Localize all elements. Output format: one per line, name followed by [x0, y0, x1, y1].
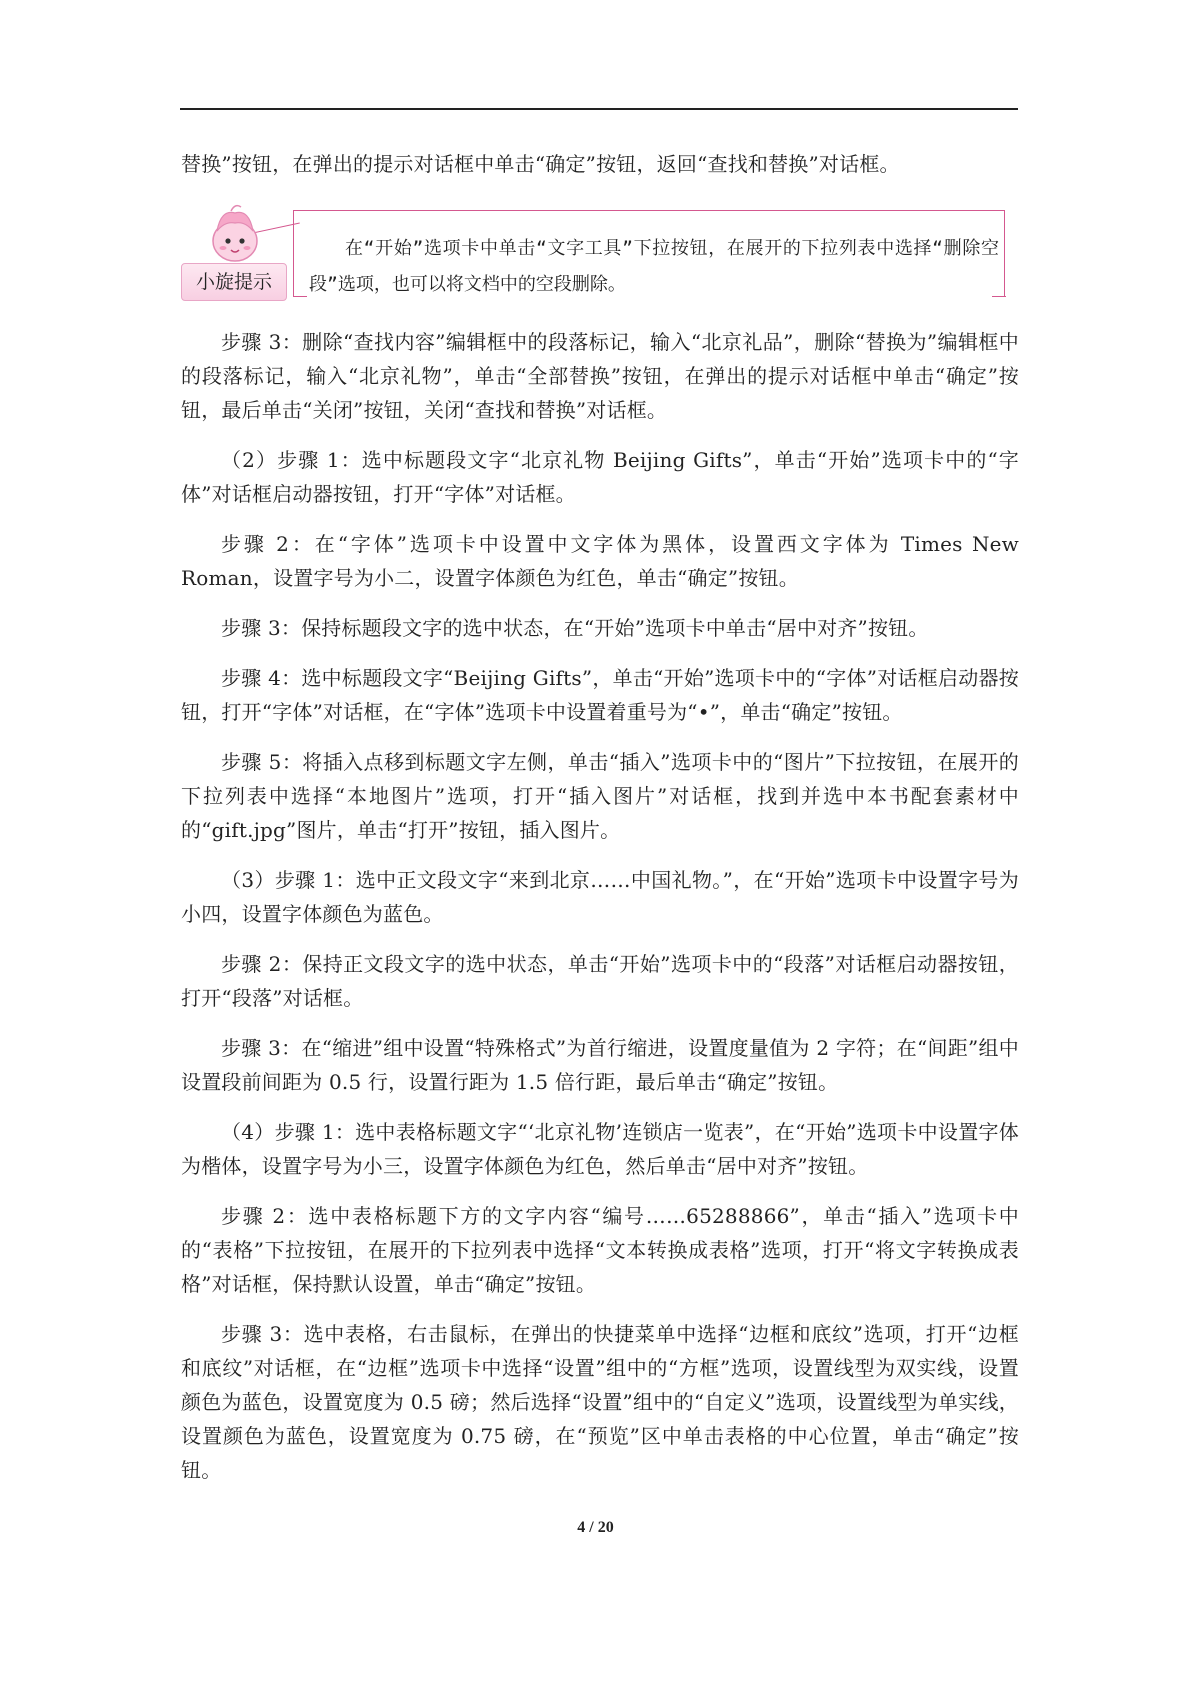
tip-box	[181, 207, 1019, 303]
paragraph: 替换”按钮，在弹出的提示对话框中单击“确定”按钮，返回“查找和替换”对话框。	[181, 152, 900, 176]
mascot-icon	[201, 201, 269, 269]
page-number: 4 / 20	[577, 1519, 614, 1536]
tip-text: 在“开始”选项卡中单击“文字工具”下拉按钮，在展开的下拉列表中选择“删除空段”选项，也可以将文档中的空段删除。	[309, 238, 999, 295]
paragraph: 步骤 2：保持正文段文字的选中状态，单击“开始”选项卡中的“段落”对话框启动器按钮，打开“段落”对话框。	[181, 952, 1019, 1010]
paragraph: 步骤 3：删除“查找内容”编辑框中的段落标记，输入“北京礼品”，删除“替换为”编辑框中的段落标记，输入“北京礼物”，单击“全部替换”按钮，在弹出的提示对话框中单击“确定”按钮，最后单击“关闭”按钮，关闭“查找和替换”对话框。	[181, 330, 1019, 422]
paragraph: （4）步骤 1：选中表格标题文字“‘北京礼物’连锁店一览表”，在“开始”选项卡中设置字体为楷体，设置字号为小三，设置字体颜色为红色，然后单击“居中对齐”按钮。	[181, 1120, 1019, 1178]
page-body	[181, 147, 1019, 1487]
paragraph: 步骤 2：选中表格标题下方的文字内容“编号……65288866”，单击“插入”选项卡中的“表格”下拉按钮，在展开的下拉列表中选择“文本转换成表格”选项，打开“将文字转换成表格”对话框，保持默认设置，单击“确定”按钮。	[181, 1204, 1019, 1296]
paragraph: 步骤 4：选中标题段文字“Beijing Gifts”，单击“开始”选项卡中的“字体”对话框启动器按钮，打开“字体”对话框，在“字体”选项卡中设置着重号为“•”，单击“确定”按钮。	[181, 666, 1019, 724]
paragraph: 步骤 3：选中表格，右击鼠标，在弹出的快捷菜单中选择“边框和底纹”选项，打开“边框和底纹”对话框，在“边框”选项卡中选择“设置”组中的“方框”选项，设置线型为双实线，设置颜色为蓝色，设置宽度为 0.5 磅；然后选择“设置”组中的“自定义”选项，设置线型为单实线，设置颜色为蓝色，设置宽度为 0.75 磅，在“预览”区中单击表格的中心位置，单击“确定”按钮。	[181, 1322, 1019, 1482]
paragraph: （3）步骤 1：选中正文段文字“来到北京……中国礼物。”，在“开始”选项卡中设置字号为小四，设置字体颜色为蓝色。	[181, 868, 1019, 926]
paragraph: 步骤 5：将插入点移到标题文字左侧，单击“插入”选项卡中的“图片”下拉按钮，在展开的下拉列表中选择“本地图片”选项，打开“插入图片”对话框，找到并选中本书配套素材中的“gift.jpg”图片，单击“打开”按钮，插入图片。	[181, 750, 1019, 842]
paragraph: 步骤 2：在“字体”选项卡中设置中文字体为黑体，设置西文字体为 Times New Roman，设置字号为小二，设置字体颜色为红色，单击“确定”按钮。	[181, 532, 1019, 590]
paragraph: （2）步骤 1：选中标题段文字“北京礼物 Beijing Gifts”，单击“开始”选项卡中的“字体”对话框启动器按钮，打开“字体”对话框。	[181, 448, 1019, 506]
paragraph: 步骤 3：保持标题段文字的选中状态，在“开始”选项卡中单击“居中对齐”按钮。	[221, 616, 929, 640]
tip-label: 小旋提示	[181, 263, 287, 301]
paragraph: 步骤 3：在“缩进”组中设置“特殊格式”为首行缩进，设置度量值为 2 字符；在“间距”组中设置段前间距为 0.5 行，设置行距为 1.5 倍行距，最后单击“确定”按钮。	[181, 1036, 1019, 1094]
header-rule	[180, 108, 1018, 110]
